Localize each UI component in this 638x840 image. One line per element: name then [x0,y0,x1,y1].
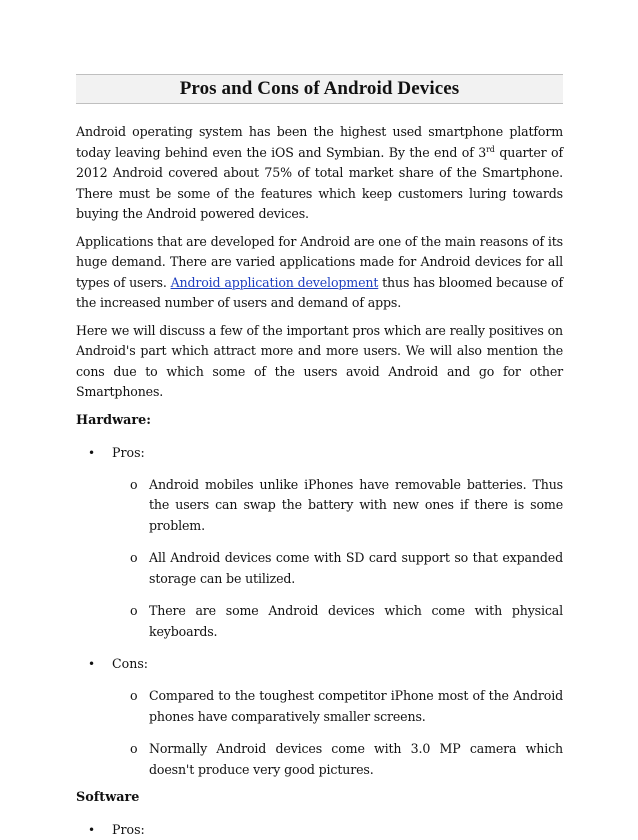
software-pros-bullet [76,820,563,840]
intro-p2-text: Applications that are developed for Android are one of the main reasons of its huge demand. There are varied applications made for Android devices for all types of users. [76,233,563,290]
ordinal-suffix: rd [486,144,495,154]
hardware-pros-label: Pros: [112,444,145,460]
sub-bullet-marker: o [130,741,138,756]
sub-bullet-marker: o [130,550,138,565]
list-item [76,601,563,642]
title-bar [76,74,563,104]
sub-bullet-marker: o [130,688,138,703]
sub-bullet-marker: o [130,603,138,618]
hardware-cons-bullet [76,654,563,674]
intro-paragraph-2 [76,232,563,314]
sub-bullet-marker: o [130,476,138,492]
intro-p2-text-cont: thus has bloomed because of the increased number of users and demand of apps. [76,274,563,310]
intro-paragraph-1 [76,122,563,225]
bullet-marker: • [88,823,96,837]
bullet-marker: • [88,657,96,671]
hardware-con-1: Compared to the toughest competitor iPhone most of the Android phones have comparatively smaller screens. [149,688,563,724]
list-item [76,739,563,780]
hardware-pros-bullet [76,443,563,463]
hardware-pro-2: All Android devices come with SD card support so that expanded storage can be utilized. [149,550,563,586]
software-heading: Software [76,790,140,805]
intro-paragraph-3: Here we will discuss a few of the important pros which are really positives on Android's part which attract more and more users. We will also mention the cons due to which some of the users avoid Android and go for other Smartphones. [76,322,563,399]
software-pros-label: Pros: [112,822,145,837]
intro-p1-text-cont: quarter of 2012 Android covered about 75% of total market share of the Smartphone. There must be some of the features which keep customers luring towards buying the Android powered devices. [76,144,563,221]
hardware-heading: Hardware: [76,412,151,428]
hardware-pro-3: There are some Android devices which come with physical keyboards. [149,603,563,639]
intro-p1-text: Android operating system has been the highest used smartphone platform today leaving behind even the iOS and Symbian. By the end of 3 [76,124,563,160]
document-page [76,74,563,840]
hardware-cons-label: Cons: [112,656,149,671]
list-item [76,548,563,589]
hardware-con-2: Normally Android devices come with 3.0 MP camera which doesn't produce very good pictures. [149,741,563,777]
android-app-development-link[interactable]: Android application development [170,274,379,290]
list-item [76,686,563,727]
bullet-marker: • [88,445,96,460]
hardware-pro-1: Android mobiles unlike iPhones have removable batteries. Thus the users can swap the battery with new ones if there is some problem. [149,476,563,533]
page-title: Pros and Cons of Android Devices [179,78,460,99]
list-item [76,475,563,537]
